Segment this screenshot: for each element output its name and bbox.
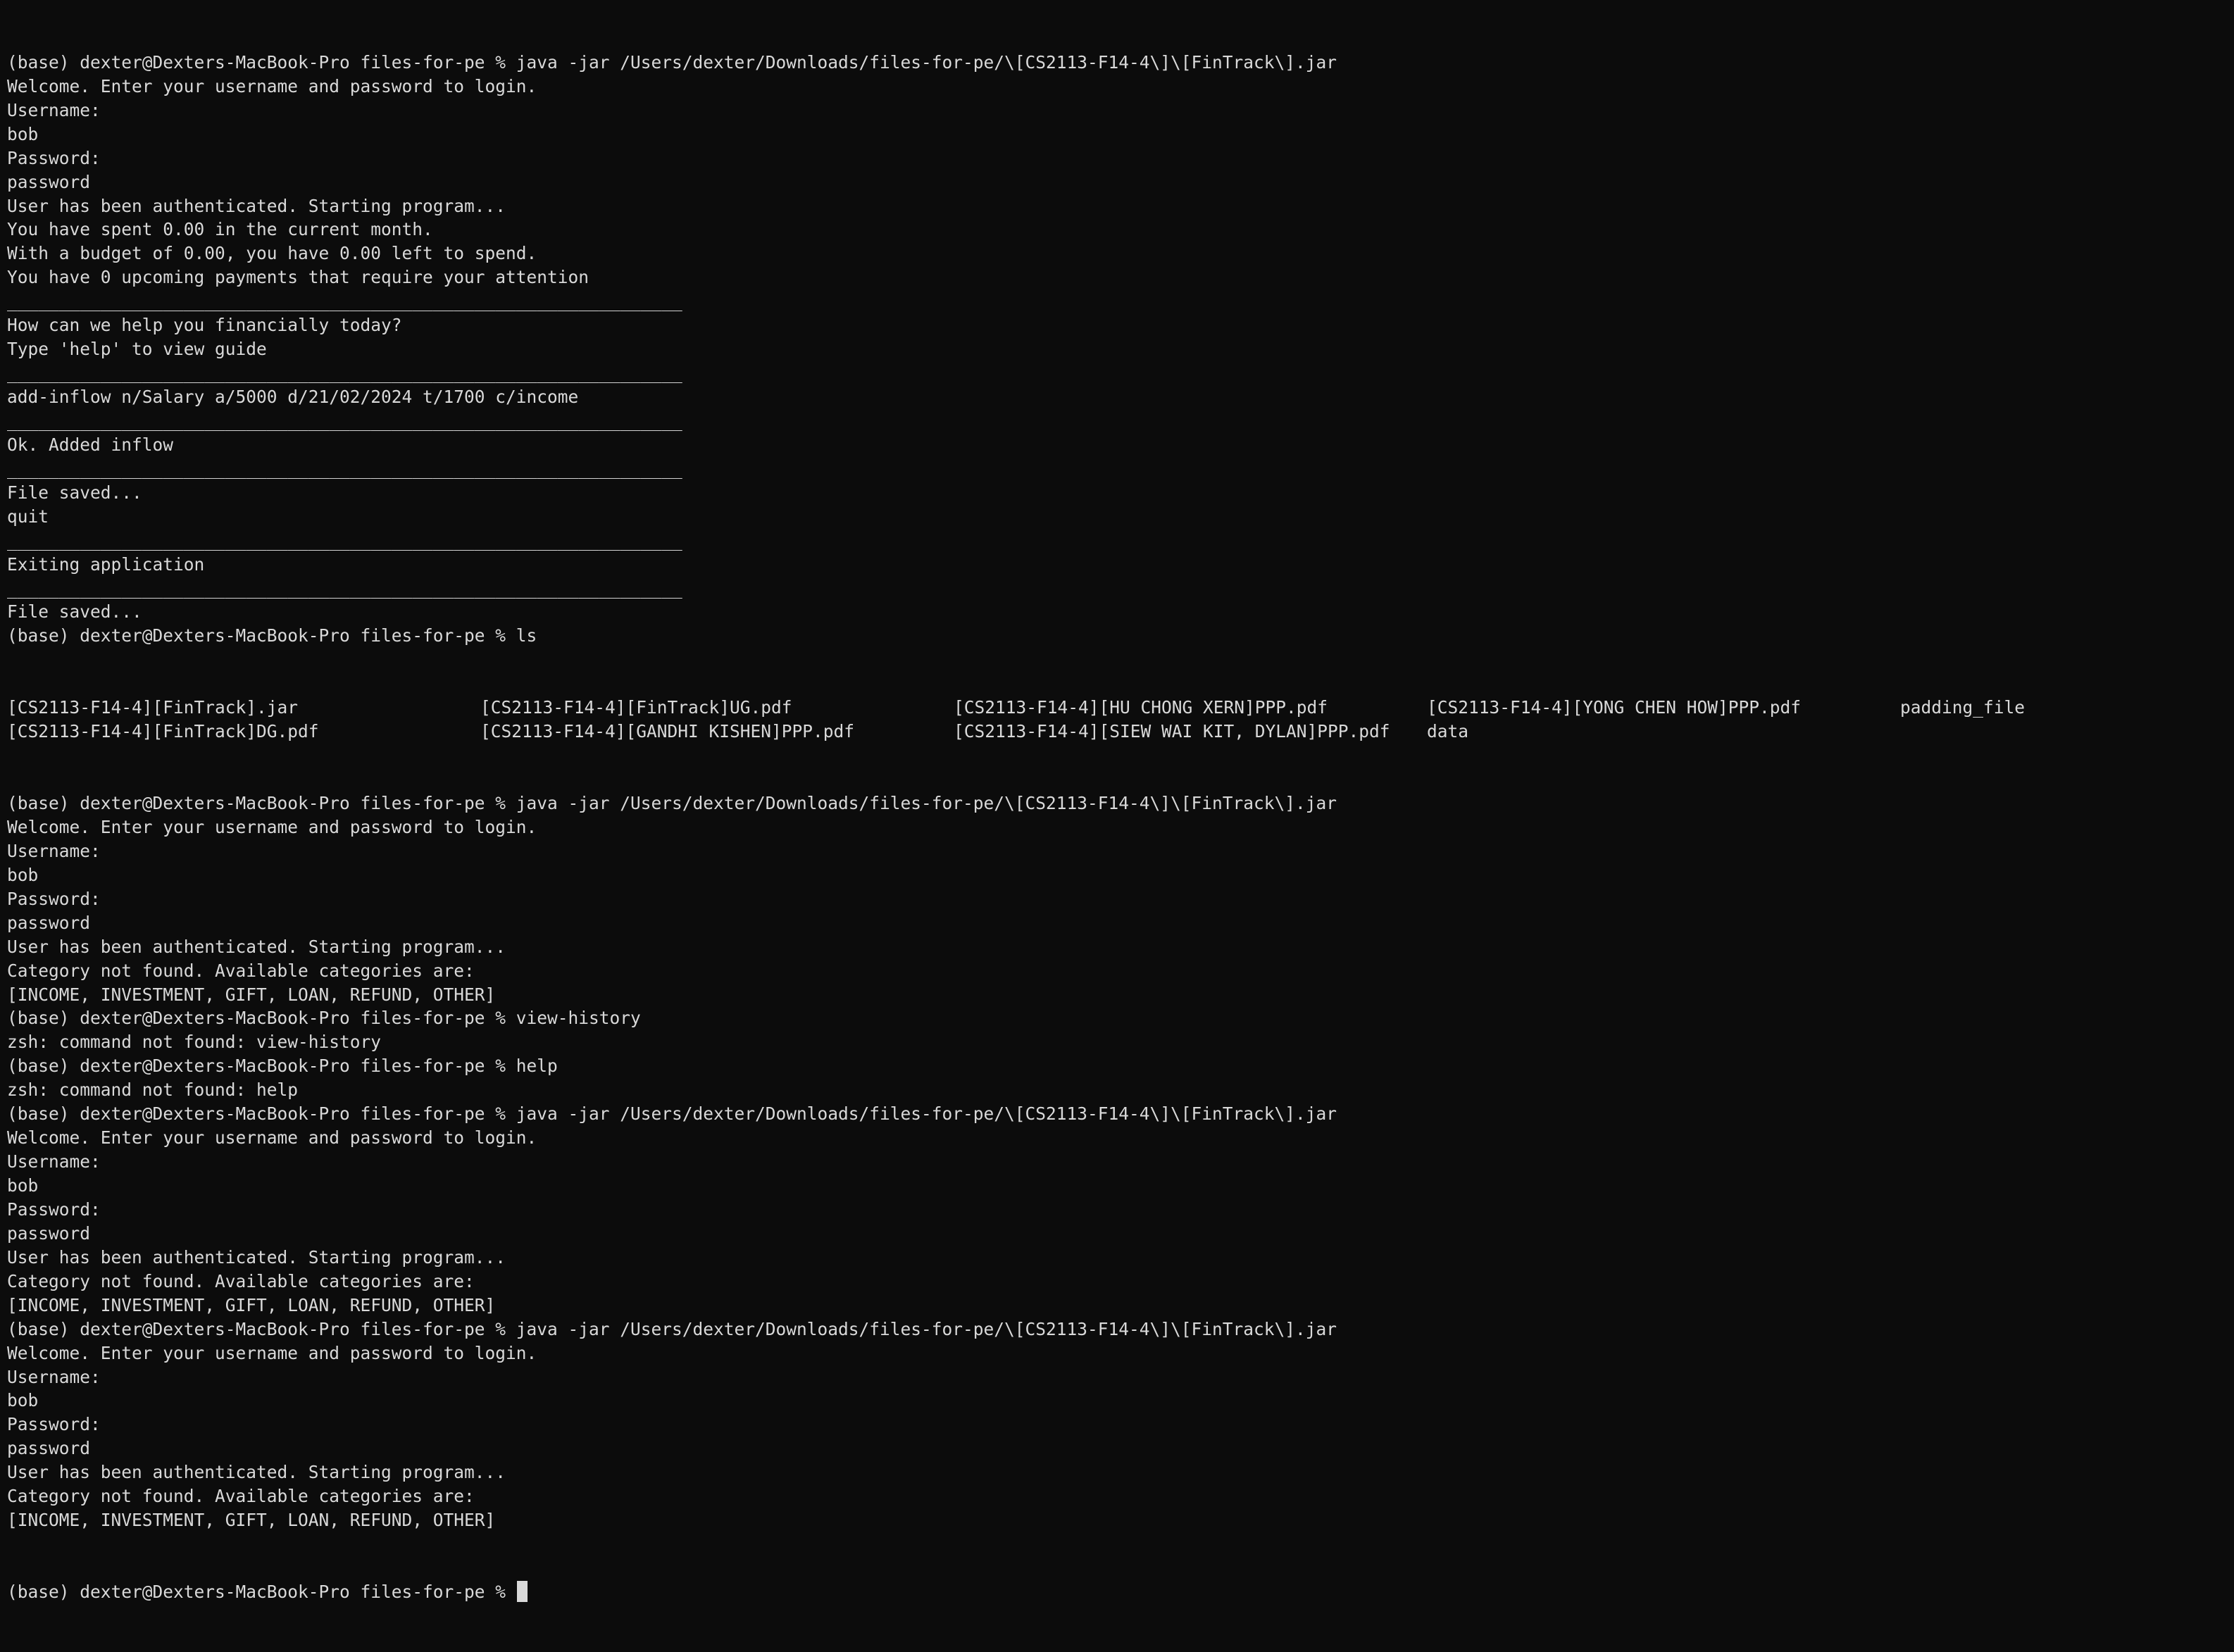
output-line: Username: [7, 99, 101, 120]
output-block-later-sessions [7, 791, 2234, 1532]
output-line: [INCOME, INVESTMENT, GIFT, LOAN, REFUND, OTHER] [7, 984, 496, 1005]
ls-row [7, 720, 2234, 744]
ls-entry: data [1427, 721, 1469, 742]
output-line: User has been authenticated. Starting program... [7, 1462, 506, 1483]
output-line: Password: [7, 1414, 101, 1435]
output-line: bob [7, 1390, 39, 1411]
output-line: User has been authenticated. Starting program... [7, 936, 506, 957]
ls-entry: [CS2113-F14-4][GANDHI KISHEN]PPP.pdf [480, 721, 855, 742]
output-line: [INCOME, INVESTMENT, GIFT, LOAN, REFUND, OTHER] [7, 1294, 496, 1315]
output-line: _________________________________________________________________ [7, 530, 682, 551]
output-line: Username: [7, 1366, 101, 1387]
text-cursor [517, 1581, 528, 1602]
ls-entry: padding_file [1900, 697, 2026, 718]
output-line: Welcome. Enter your username and password to login. [7, 1342, 537, 1363]
output-block-session-1 [7, 51, 2234, 648]
ls-listing [7, 696, 2234, 744]
current-prompt-line[interactable] [7, 1580, 2234, 1604]
output-line: Category not found. Available categories are: [7, 960, 475, 981]
output-line: zsh: command not found: view-history [7, 1032, 382, 1053]
terminal-output [7, 3, 2234, 1652]
output-line: User has been authenticated. Starting program... [7, 195, 506, 216]
output-line: password [7, 1222, 91, 1244]
output-line: Welcome. Enter your username and password to login. [7, 816, 537, 837]
output-line: (base) dexter@Dexters-MacBook-Pro files-for-pe % java -jar /Users/dexter/Downloads/files-for-pe/\[CS2113-F14-4\]\[FinTrack\].jar [7, 1318, 1337, 1339]
output-line: Category not found. Available categories are: [7, 1486, 475, 1507]
output-line: How can we help you financially today? [7, 315, 402, 336]
output-line: Password: [7, 1199, 101, 1220]
output-line: You have 0 upcoming payments that require your attention [7, 267, 589, 288]
output-line: _________________________________________________________________ [7, 363, 682, 384]
output-line: (base) dexter@Dexters-MacBook-Pro files-for-pe % java -jar /Users/dexter/Downloads/files-for-pe/\[CS2113-F14-4\]\[FinTrack\].jar [7, 51, 1337, 73]
output-line: You have spent 0.00 in the current month. [7, 219, 433, 240]
ls-entry: [CS2113-F14-4][FinTrack]DG.pdf [7, 721, 319, 742]
output-line: password [7, 1438, 91, 1459]
output-line: _________________________________________________________________ [7, 458, 682, 479]
output-line: Username: [7, 840, 101, 861]
output-line: Welcome. Enter your username and password to login. [7, 1127, 537, 1149]
ls-entry: [CS2113-F14-4][YONG CHEN HOW]PPP.pdf [1427, 697, 1802, 718]
output-line: Type 'help' to view guide [7, 339, 267, 360]
prompt-text: (base) dexter@Dexters-MacBook-Pro files-for-pe % [7, 1582, 516, 1602]
output-line: (base) dexter@Dexters-MacBook-Pro files-for-pe % java -jar /Users/dexter/Downloads/files-for-pe/\[CS2113-F14-4\]\[FinTrack\].jar [7, 793, 1337, 814]
output-line: zsh: command not found: help [7, 1080, 299, 1101]
output-line: File saved... [7, 482, 142, 503]
output-line: Password: [7, 888, 101, 909]
output-line: Exiting application [7, 553, 205, 575]
ls-entry: [CS2113-F14-4][HU CHONG XERN]PPP.pdf [954, 697, 1328, 718]
ls-row [7, 696, 2234, 720]
output-line: (base) dexter@Dexters-MacBook-Pro files-for-pe % help [7, 1056, 558, 1077]
ls-entry: [CS2113-F14-4][FinTrack].jar [7, 697, 299, 718]
output-line: User has been authenticated. Starting program... [7, 1246, 506, 1268]
output-line: add-inflow n/Salary a/5000 d/21/02/2024 t/1700 c/income [7, 387, 579, 408]
output-line: _________________________________________________________________ [7, 291, 682, 312]
output-line: [INCOME, INVESTMENT, GIFT, LOAN, REFUND, OTHER] [7, 1510, 496, 1531]
output-line: (base) dexter@Dexters-MacBook-Pro files-for-pe % ls [7, 625, 537, 646]
output-line: (base) dexter@Dexters-MacBook-Pro files-for-pe % view-history [7, 1008, 641, 1029]
output-line: Ok. Added inflow [7, 434, 174, 455]
output-line: Password: [7, 147, 101, 168]
output-line: Category not found. Available categories are: [7, 1270, 475, 1291]
output-line: File saved... [7, 601, 142, 622]
output-line: _________________________________________________________________ [7, 577, 682, 599]
output-line: Username: [7, 1151, 101, 1172]
output-line: With a budget of 0.00, you have 0.00 left to spend. [7, 243, 537, 264]
output-line: (base) dexter@Dexters-MacBook-Pro files-for-pe % java -jar /Users/dexter/Downloads/files-for-pe/\[CS2113-F14-4\]\[FinTrack\].jar [7, 1103, 1337, 1125]
ls-entry: [CS2113-F14-4][FinTrack]UG.pdf [480, 697, 792, 718]
output-line: Welcome. Enter your username and password to login. [7, 75, 537, 96]
output-line: bob [7, 123, 39, 144]
output-line: password [7, 171, 91, 192]
ls-entry: [CS2113-F14-4][SIEW WAI KIT, DYLAN]PPP.pdf [954, 721, 1390, 742]
output-line: password [7, 912, 91, 933]
output-line: _________________________________________________________________ [7, 410, 682, 431]
output-line: quit [7, 506, 49, 527]
output-line: bob [7, 864, 39, 885]
output-line: bob [7, 1175, 39, 1196]
